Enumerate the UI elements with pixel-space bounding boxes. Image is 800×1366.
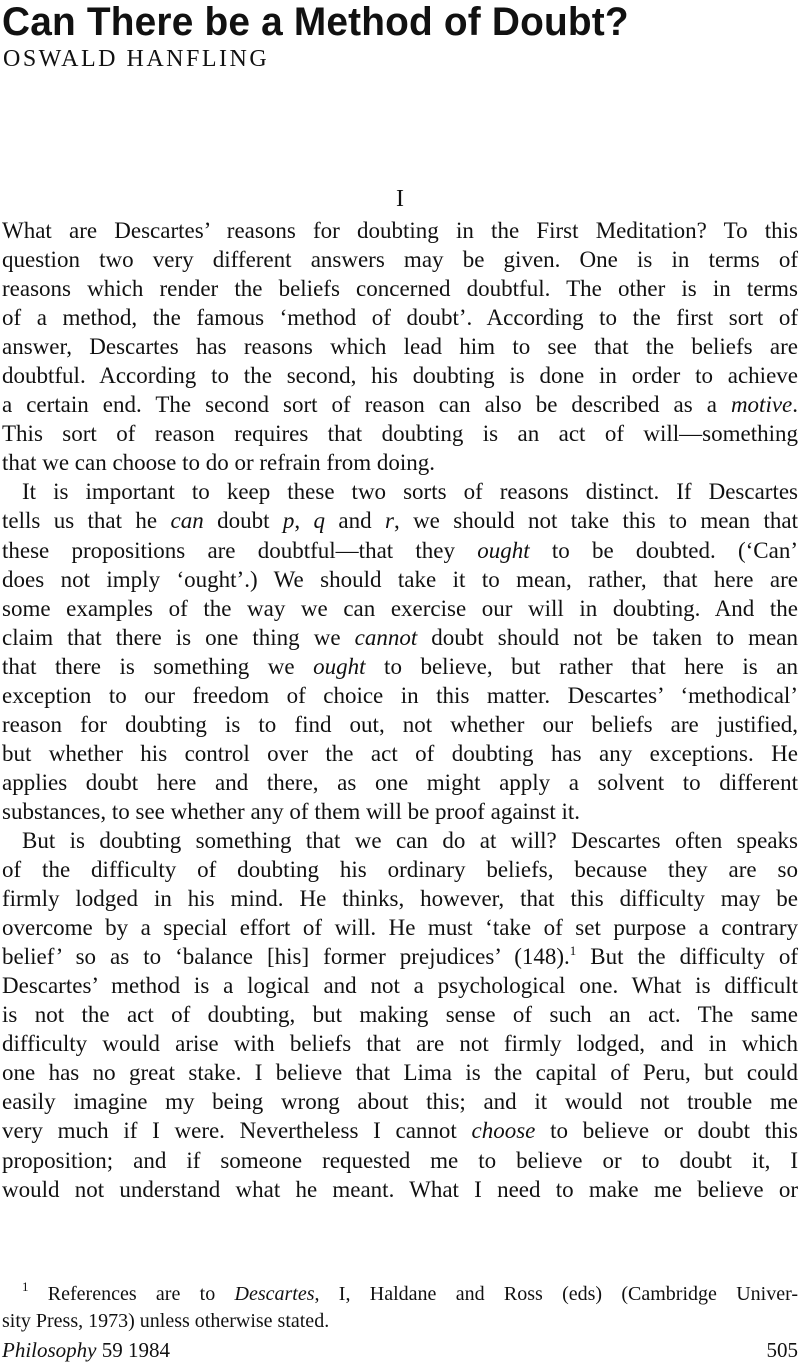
text-line: reasons which render the beliefs concerned doubtful. The other is in terms	[2, 276, 798, 302]
text-run: to believe or doubt this	[535, 1118, 798, 1144]
text-run: belief’ so as to ‘balance [his] former prejudices’ (148).	[2, 944, 570, 970]
text-line: would not understand what he meant. What I need to make me believe or	[2, 1176, 798, 1202]
text-run: to be doubted. (‘Can’	[529, 537, 799, 563]
paragraph-1	[2, 216, 798, 477]
book-title: Descartes	[234, 1283, 315, 1305]
text-line: doubtful. According to the second, his doubting is done in order to achieve	[2, 363, 798, 389]
journal-name: Philosophy	[2, 1338, 97, 1362]
text-line: overcome by a special effort of will. He must ‘take of set purpose a contrary	[2, 915, 798, 941]
footnote-marker: 1	[22, 1279, 29, 1294]
text-line: of the difficulty of doubting his ordinary beliefs, because they are so	[2, 857, 798, 883]
footnote	[2, 1281, 798, 1335]
page-footer	[2, 1337, 798, 1363]
variable: r	[384, 508, 394, 534]
text-run: tells us that he	[2, 508, 171, 534]
text-line: does not imply ‘ought’.) We should take it to mean, rather, that here are	[2, 566, 798, 592]
emphasis: ought	[477, 537, 530, 563]
article-title: Can There be a Method of Doubt?	[2, 0, 629, 44]
text-line: applies doubt here and there, as one might apply a solvent to different	[2, 769, 798, 795]
text-line: some examples of the way we can exercise our will in doubting. And the	[2, 595, 798, 621]
text-line: proposition; and if someone requested me to believe or to doubt it, I	[2, 1147, 798, 1173]
emphasis: cannot	[354, 624, 418, 650]
variable: p	[282, 508, 295, 534]
text-line: that we can choose to do or refrain from doing.	[2, 450, 436, 476]
text-run: , we should not take this to mean that	[393, 508, 798, 534]
text-line: question two very different answers may be given. One is in terms of	[2, 247, 798, 273]
text-run: very much if I were. Nevertheless I cannot	[2, 1118, 472, 1144]
author-name: OSWALD HANFLING	[3, 46, 270, 72]
text-line: exception to our freedom of choice in this matter. Descartes’ ‘methodical’	[2, 682, 798, 708]
text-line: It is important to keep these two sorts of reasons distinct. If Descartes	[22, 479, 798, 505]
volume-year: 59 1984	[96, 1338, 170, 1362]
text-run: and	[325, 508, 385, 534]
text-line: firmly lodged in his mind. He thinks, however, that this difficulty may be	[2, 886, 798, 912]
text-line: answer, Descartes has reasons which lead him to see that the beliefs are	[2, 334, 798, 360]
text-run: to believe, but rather that here is an	[365, 653, 798, 679]
section-number: I	[396, 186, 404, 212]
text-line: This sort of reason requires that doubting is an act of will—something	[2, 421, 798, 447]
text-line	[2, 652, 798, 681]
text-line: But is doubting something that we can do at will? Descartes often speaks	[22, 827, 798, 853]
text-line	[2, 942, 798, 971]
emphasis: can	[170, 508, 204, 534]
text-line	[2, 390, 798, 419]
text-run: a certain end. The second sort of reason can also be described as a	[2, 392, 731, 418]
footnote-reference[interactable]: 1	[569, 943, 577, 959]
text-run: that there is something we	[2, 653, 314, 679]
emphasis: ought	[313, 653, 366, 679]
text-run: claim that there is one thing we	[2, 624, 355, 650]
text-line: difficulty would arise with beliefs that are not firmly lodged, and in which	[2, 1031, 798, 1057]
emphasis: motive	[730, 392, 793, 418]
article-body	[2, 216, 798, 1204]
text-run: .	[792, 392, 798, 418]
text-run: doubt should not be taken to mean	[417, 624, 798, 650]
text-line: easily imagine my being wrong about this; and it would not trouble me	[2, 1089, 798, 1115]
text-line: one has no great stake. I believe that Lima is the capital of Peru, but could	[2, 1060, 798, 1086]
text-line	[2, 506, 798, 535]
emphasis: choose	[471, 1118, 536, 1144]
text-line: What are Descartes’ reasons for doubting in the First Meditation? To this	[2, 218, 798, 243]
text-line: Descartes’ method is a logical and not a psychological one. What is difficult	[2, 973, 798, 999]
text-line	[2, 623, 798, 652]
paragraph-3	[2, 826, 798, 1204]
text-line: substances, to see whether any of them will be proof against it.	[2, 798, 581, 824]
text-run: , I, Haldane and Ross (eds) (Cambridge Univer-	[314, 1283, 798, 1305]
text-run: these propositions are doubtful—that they	[2, 537, 478, 563]
text-run: ,	[294, 508, 314, 534]
variable: q	[313, 508, 326, 534]
text-line: but whether his control over the act of doubting has any exceptions. He	[2, 740, 798, 766]
text-line	[2, 1116, 798, 1145]
text-line	[2, 536, 798, 565]
text-line: reason for doubting is to find out, not whether our beliefs are justified,	[2, 711, 798, 737]
text-run: But the difficulty of	[576, 944, 798, 970]
footnote-line: sity Press, 1973) unless otherwise stated.	[2, 1310, 330, 1332]
text-run: doubt	[203, 508, 283, 534]
journal-citation	[2, 1337, 170, 1363]
text-line: of a method, the famous ‘method of doubt’. According to the first sort of	[2, 305, 798, 331]
footnote-line	[2, 1281, 798, 1308]
page-number: 505	[766, 1338, 798, 1362]
paragraph-2	[2, 477, 798, 826]
text-line: is not the act of doubting, but making sense of such an act. The same	[2, 1002, 798, 1028]
text-run: References are to	[28, 1283, 235, 1305]
